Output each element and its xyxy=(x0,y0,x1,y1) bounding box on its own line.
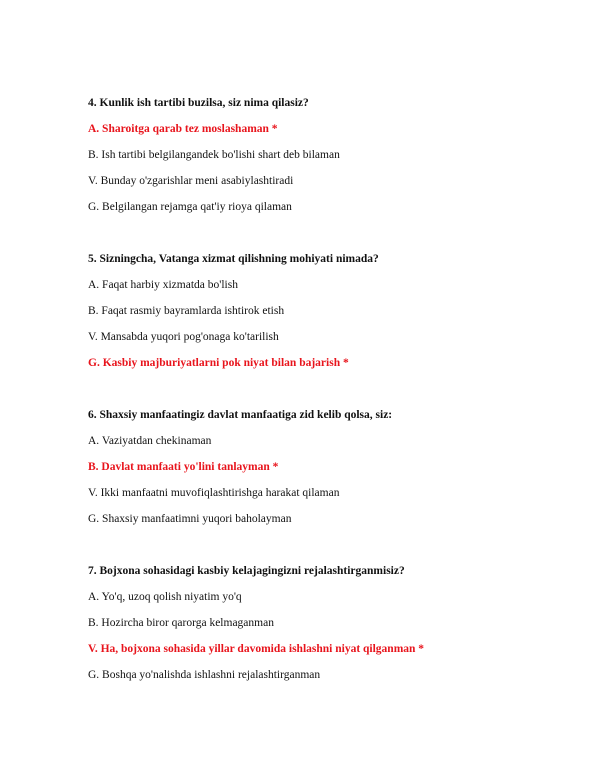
question-5-option-g: G. Kasbiy majburiyatlarni pok niyat bilan bajarish * xyxy=(88,357,349,369)
question-4-option-v: V. Bunday o'zgarishlar meni asabiylashtiradi xyxy=(88,175,294,187)
question-6-option-a: A. Vaziyatdan chekinaman xyxy=(88,435,212,447)
question-4-title: 4. Kunlik ish tartibi buzilsa, siz nima qilasiz? xyxy=(88,97,309,109)
question-5-option-v: V. Mansabda yuqori pog'onaga ko'tarilish xyxy=(88,331,279,343)
question-5-title: 5. Sizningcha, Vatanga xizmat qilishning mohiyati nimada? xyxy=(88,253,379,265)
question-6-option-g: G. Shaxsiy manfaatimni yuqori baholayman xyxy=(88,513,292,525)
question-6-option-v: V. Ikki manfaatni muvofiqlashtirishga harakat qilaman xyxy=(88,487,340,499)
question-7-option-v: V. Ha, bojxona sohasida yillar davomida ishlashni niyat qilganman * xyxy=(88,643,425,655)
question-4-option-b: B. Ish tartibi belgilangandek bo'lishi shart deb bilaman xyxy=(88,149,340,161)
question-6-option-b: B. Davlat manfaati yo'lini tanlayman * xyxy=(88,461,279,473)
question-7-option-a: A. Yo'q, uzoq qolish niyatim yo'q xyxy=(88,591,242,603)
question-4-option-a: A. Sharoitga qarab tez moslashaman * xyxy=(88,123,278,135)
question-7-title: 7. Bojxona sohasidagi kasbiy kelajagingizni rejalashtirganmisiz? xyxy=(88,565,405,577)
question-4-option-g: G. Belgilangan rejamga qat'iy rioya qilaman xyxy=(88,201,292,213)
question-7-option-g: G. Boshqa yo'nalishda ishlashni rejalashtirganman xyxy=(88,669,321,681)
question-7-option-b: B. Hozircha biror qarorga kelmaganman xyxy=(88,617,274,629)
question-5-option-b: B. Faqat rasmiy bayramlarda ishtirok etish xyxy=(88,305,285,317)
question-6-title: 6. Shaxsiy manfaatingiz davlat manfaatiga zid kelib qolsa, siz: xyxy=(88,409,393,421)
question-5-option-a: A. Faqat harbiy xizmatda bo'lish xyxy=(88,279,238,291)
